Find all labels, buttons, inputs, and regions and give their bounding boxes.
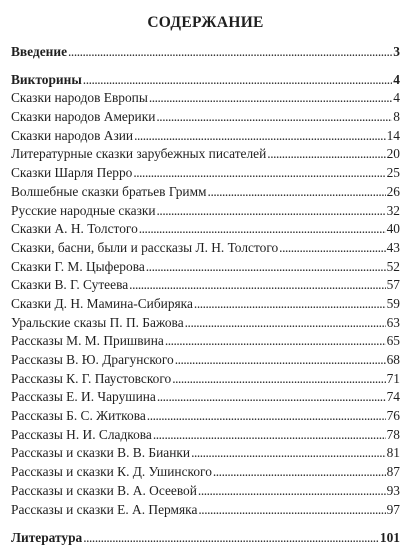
toc-list: [11, 43, 400, 548]
dot-leader: [279, 239, 385, 258]
toc-entry-label: Сказки, басни, были и рассказы Л. Н. Толстого: [11, 239, 279, 255]
toc-entry[interactable]: [11, 220, 400, 239]
toc-entry-literature[interactable]: [11, 529, 400, 548]
toc-entry-page: 68: [386, 352, 400, 367]
toc-entry-introduction[interactable]: [11, 43, 400, 62]
dot-leader: [185, 314, 386, 333]
toc-entry-label: Рассказы Е. И. Чарушина: [11, 389, 156, 405]
toc-entry-page: 40: [386, 221, 400, 237]
toc-entry-page: 57: [386, 277, 400, 293]
toc-entry-page: 3: [393, 44, 400, 59]
dot-leader: [194, 295, 386, 314]
toc-entry-page: 93: [386, 482, 400, 498]
dot-leader: [198, 482, 386, 501]
toc-entry-page: 25: [386, 165, 400, 181]
toc-entry-label: Сказки народов Европы: [11, 90, 148, 106]
toc-entry-label: Русские народные сказки: [11, 202, 156, 218]
toc-entry[interactable]: [11, 89, 400, 108]
toc-entry-label: Сказки В. Г. Сутеева: [11, 277, 129, 293]
toc-entry-page: 32: [386, 202, 400, 218]
dot-leader: [157, 202, 386, 221]
dot-leader: [191, 444, 386, 463]
dot-leader: [149, 89, 392, 108]
toc-entry-page: 101: [379, 530, 400, 546]
toc-entry-page: 74: [386, 389, 400, 405]
dot-leader: [68, 43, 392, 62]
toc-entry[interactable]: [11, 127, 400, 146]
toc-entry[interactable]: [11, 463, 400, 482]
dot-leader: [83, 529, 379, 548]
toc-entry-label: Рассказы и сказки В. В. Бианки: [11, 445, 191, 461]
dot-leader: [208, 183, 386, 202]
toc-entry-page: 4: [393, 90, 400, 106]
toc-entry[interactable]: [11, 164, 400, 183]
dot-leader: [133, 164, 385, 183]
toc-entry-page: 87: [386, 464, 400, 480]
toc-entry[interactable]: [11, 202, 400, 221]
toc-entry-label: Рассказы В. Ю. Драгунского: [11, 352, 174, 367]
dot-leader: [139, 220, 386, 239]
toc-entry-label: Сказки народов Америки: [11, 109, 156, 125]
dot-leader: [153, 426, 386, 445]
toc-entry-page: 63: [386, 314, 400, 330]
toc-entry-label: Рассказы К. Г. Паустовского: [11, 370, 172, 386]
toc-entry-page: 97: [386, 501, 400, 517]
toc-entry-label: Литература: [11, 530, 83, 546]
toc-entry-label: Рассказы и сказки Е. А. Пермяка: [11, 501, 198, 517]
dot-leader: [129, 276, 385, 295]
toc-entry-page: 78: [386, 426, 400, 442]
toc-entry[interactable]: [11, 370, 400, 389]
toc-entry[interactable]: [11, 388, 400, 407]
toc-entry[interactable]: [11, 258, 400, 277]
toc-entry[interactable]: [11, 407, 400, 426]
dot-leader: [175, 351, 386, 370]
toc-entry[interactable]: [11, 444, 400, 463]
dot-leader: [213, 463, 386, 482]
toc-entry-label: Рассказы и сказки К. Д. Ушинского: [11, 464, 212, 480]
toc-entry-label: Рассказы М. М. Пришвина: [11, 333, 164, 349]
dot-leader: [267, 145, 385, 164]
dot-leader: [198, 501, 385, 520]
toc-entry-page: 20: [386, 146, 400, 162]
toc-entry[interactable]: [11, 482, 400, 501]
toc-entry-label: Рассказы Н. И. Сладкова: [11, 426, 152, 442]
dot-leader: [83, 71, 393, 90]
toc-entry-label: Сказки А. Н. Толстого: [11, 221, 138, 237]
dot-leader: [156, 108, 392, 127]
toc-entry-quizzes[interactable]: [11, 71, 400, 90]
toc-entry-label: Уральские сказы П. П. Бажова: [11, 314, 184, 330]
toc-entry-page: 26: [386, 183, 400, 199]
toc-entry-page: 4: [393, 71, 400, 87]
dot-leader: [172, 370, 385, 389]
toc-entry-label: Рассказы и сказки В. А. Осеевой: [11, 482, 197, 498]
dot-leader: [147, 407, 386, 426]
toc-entry[interactable]: [11, 426, 400, 445]
toc-entry-label: Литературные сказки зарубежных писателей: [11, 146, 267, 162]
toc-entry-page: 76: [386, 408, 400, 424]
dot-leader: [165, 332, 386, 351]
toc-entry-page: 43: [386, 239, 400, 255]
toc-entry-label: Викторины: [11, 71, 82, 87]
toc-entry-page: 8: [393, 109, 400, 125]
toc-entry[interactable]: [11, 501, 400, 520]
toc-entry-label: Сказки Д. Н. Мамина-Сибиряка: [11, 295, 193, 311]
toc-entry-page: 59: [386, 295, 400, 311]
page-title: СОДЕРЖАНИЕ: [147, 14, 264, 31]
toc-entry-page: 14: [386, 127, 400, 143]
toc-entry[interactable]: [11, 351, 400, 370]
toc-entry[interactable]: [11, 239, 400, 258]
toc-entry[interactable]: [11, 108, 400, 127]
toc-entry-label: Рассказы Б. С. Житкова: [11, 408, 146, 424]
toc-entry-page: 81: [386, 445, 400, 461]
toc-entry-page: 65: [386, 333, 400, 349]
toc-entry[interactable]: [11, 314, 400, 333]
dot-leader: [146, 258, 386, 277]
toc-entry-label: Волшебные сказки братьев Гримм: [11, 183, 207, 199]
toc-entry-page: 52: [386, 258, 400, 274]
toc-entry-label: Сказки Г. М. Цыферова: [11, 258, 145, 274]
dot-leader: [134, 127, 386, 146]
toc-entry-page: 71: [386, 370, 400, 386]
toc-entry[interactable]: [11, 332, 400, 351]
toc-entry[interactable]: [11, 183, 400, 202]
dot-leader: [157, 388, 386, 407]
toc-entry[interactable]: [11, 295, 400, 314]
toc-entry-label: Сказки народов Азии: [11, 127, 134, 143]
toc-entry[interactable]: [11, 145, 400, 164]
toc-entry[interactable]: [11, 276, 400, 295]
toc-entry-label: Сказки Шарля Перро: [11, 165, 133, 181]
toc-entry-label: Введение: [11, 44, 68, 59]
